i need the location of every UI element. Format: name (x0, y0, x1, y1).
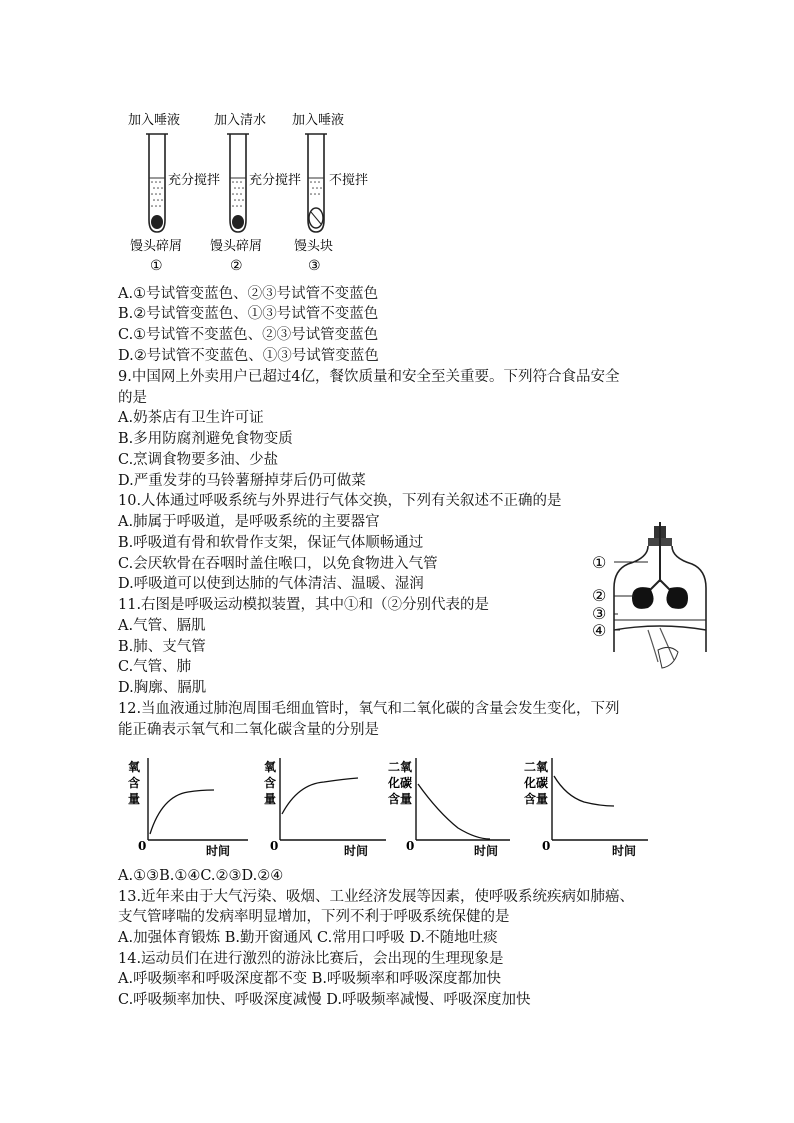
tube1-top-label: 加入唾液 (128, 113, 181, 128)
graph4-ylabel-2: 化碳 (524, 776, 549, 790)
graph2-ylabel-2: 含 (264, 776, 277, 790)
q12-stem-line1: 12.当血液通过肺泡周围毛细血管时，氧气和二氧化碳的含量会发生变化，下列 (118, 701, 620, 717)
graph1-ylabel-1: 氧 (128, 760, 141, 774)
q13-stem-line2: 支气管哮喘的发病率明显增加，下列不利于呼吸系统保健的是 (118, 909, 510, 925)
tube1-side-label: 充分搅拌 (168, 173, 221, 188)
q14-options-line2: C.呼吸频率加快、呼吸深度减慢 D.呼吸频率减慢、呼吸深度加快 (118, 992, 531, 1008)
tube2-side-label: 充分搅拌 (249, 173, 302, 188)
q13-options: A.加强体育锻炼 B.勤开窗通风 C.常用口呼吸 D.不随地吐痰 (118, 930, 498, 946)
graph2-ylabel-3: 量 (264, 792, 277, 806)
graph3-ylabel-2: 化碳 (388, 776, 413, 790)
graph1-xlabel: 时间 (206, 844, 231, 858)
q10-option-d: D.呼吸道可以使到达肺的气体清洁、温暖、湿润 (118, 576, 424, 592)
q12-stem-line2: 能正确表示氧气和二氧化碳含量的分别是 (118, 722, 379, 738)
bell-jar-figure (588, 522, 718, 674)
graph2-xlabel: 时间 (344, 844, 369, 858)
q10-stem: 10.人体通过呼吸系统与外界进行气体交换，下列有关叙述不正确的是 (118, 493, 562, 509)
q9-stem-line1: 9.中国网上外卖用户已超过4亿，餐饮质量和安全至关重要。下列符合食品安全 (118, 369, 620, 385)
q9-option-a: A.奶茶店有卫生许可证 (118, 410, 264, 426)
graph4-origin: 0 (542, 839, 551, 853)
q8-option-b: B.②号试管变蓝色、①③号试管不变蓝色 (118, 306, 379, 322)
graph2-curve (282, 778, 358, 814)
q8-option-c: C.①号试管不变蓝色、②③号试管变蓝色 (118, 327, 379, 343)
tube3-number: ③ (308, 258, 321, 274)
graph4-ylabel-1: 二氧 (524, 760, 549, 774)
graph4-ylabel-3: 含量 (524, 792, 549, 806)
bell-label-3: ③ (592, 604, 607, 623)
tube1-number: ① (150, 258, 163, 274)
graph1-origin: 0 (138, 839, 147, 853)
q9-option-d: D.严重发芽的马铃薯掰掉芽后仍可做菜 (118, 473, 366, 489)
graph-1 (128, 758, 248, 858)
q11-stem: 11.右图是呼吸运动模拟装置，其中①和（②分别代表的是 (118, 597, 490, 613)
bell-label-4: ④ (592, 621, 607, 640)
graph2-ylabel-1: 氧 (264, 760, 277, 774)
q10-option-b: B.呼吸道有骨和软骨作支架，保证气体顺畅通过 (118, 535, 424, 551)
graph-2 (264, 758, 386, 858)
q11-option-b: B.肺、支气管 (118, 639, 206, 655)
tube3-bottom-label: 馒头块 (294, 239, 334, 254)
graph3-ylabel-3: 含量 (388, 792, 413, 806)
graph2-origin: 0 (270, 839, 279, 853)
q8-option-a: A.①号试管变蓝色、②③号试管不变蓝色 (118, 286, 379, 302)
graph-3 (387, 758, 510, 858)
q12-answer-options: A.①③B.①④C.②③D.②④ (118, 868, 284, 884)
tube3-top-label: 加入唾液 (292, 113, 345, 128)
q11-option-a: A.气管、膈肌 (118, 618, 206, 634)
graph4-curve (554, 776, 614, 806)
q9-option-c: C.烹调食物要多油、少盐 (118, 452, 279, 468)
lung-balloon-left (632, 587, 654, 609)
q9-stem-line2: 的是 (118, 390, 147, 406)
graph-4 (523, 758, 648, 858)
q13-stem-line1: 13.近年来由于大气污染、吸烟、工业经济发展等因素，使呼吸系统疾病如肺癌、 (118, 889, 635, 905)
q8-option-d: D.②号试管不变蓝色、①③号试管变蓝色 (118, 348, 379, 364)
graph1-curve (150, 790, 214, 834)
graph1-ylabel-2: 含 (128, 776, 141, 790)
bell-label-1: ① (592, 553, 607, 572)
tube2-top-label: 加入清水 (214, 113, 267, 128)
q14-stem: 14.运动员们在进行激烈的游泳比赛后，会出现的生理现象是 (118, 951, 504, 967)
graph1-ylabel-3: 量 (128, 792, 141, 806)
lung-balloon-right (666, 587, 688, 609)
q11-option-d: D.胸廓、膈肌 (118, 680, 207, 696)
graph3-origin: 0 (406, 839, 415, 853)
q9-option-b: B.多用防腐剂避免食物变质 (118, 431, 293, 447)
q10-option-c: C.会厌软骨在吞咽时盖住喉口，以免食物进入气管 (118, 556, 438, 572)
graph3-curve (418, 784, 490, 839)
tube2-bottom-label: 馒头碎屑 (210, 239, 263, 254)
tube3-side-label: 不搅拌 (329, 173, 368, 188)
tube2-number: ② (230, 258, 243, 274)
q11-option-c: C.气管、肺 (118, 659, 192, 675)
q10-option-a: A.肺属于呼吸道，是呼吸系统的主要器官 (118, 514, 380, 530)
graph3-xlabel: 时间 (474, 844, 499, 858)
tube1-bottom-label: 馒头碎屑 (130, 239, 183, 254)
graph4-xlabel: 时间 (612, 844, 637, 858)
tube1-bread-crumbs (151, 215, 163, 229)
q12-graphs (118, 756, 658, 860)
tube2-bread-crumbs (232, 215, 244, 229)
bell-label-2: ② (592, 586, 607, 605)
test-tube-figure (118, 108, 368, 278)
graph3-ylabel-1: 二氧 (388, 760, 413, 774)
q14-options-line1: A.呼吸频率和呼吸深度都不变 B.呼吸频率和呼吸深度都加快 (118, 971, 501, 987)
